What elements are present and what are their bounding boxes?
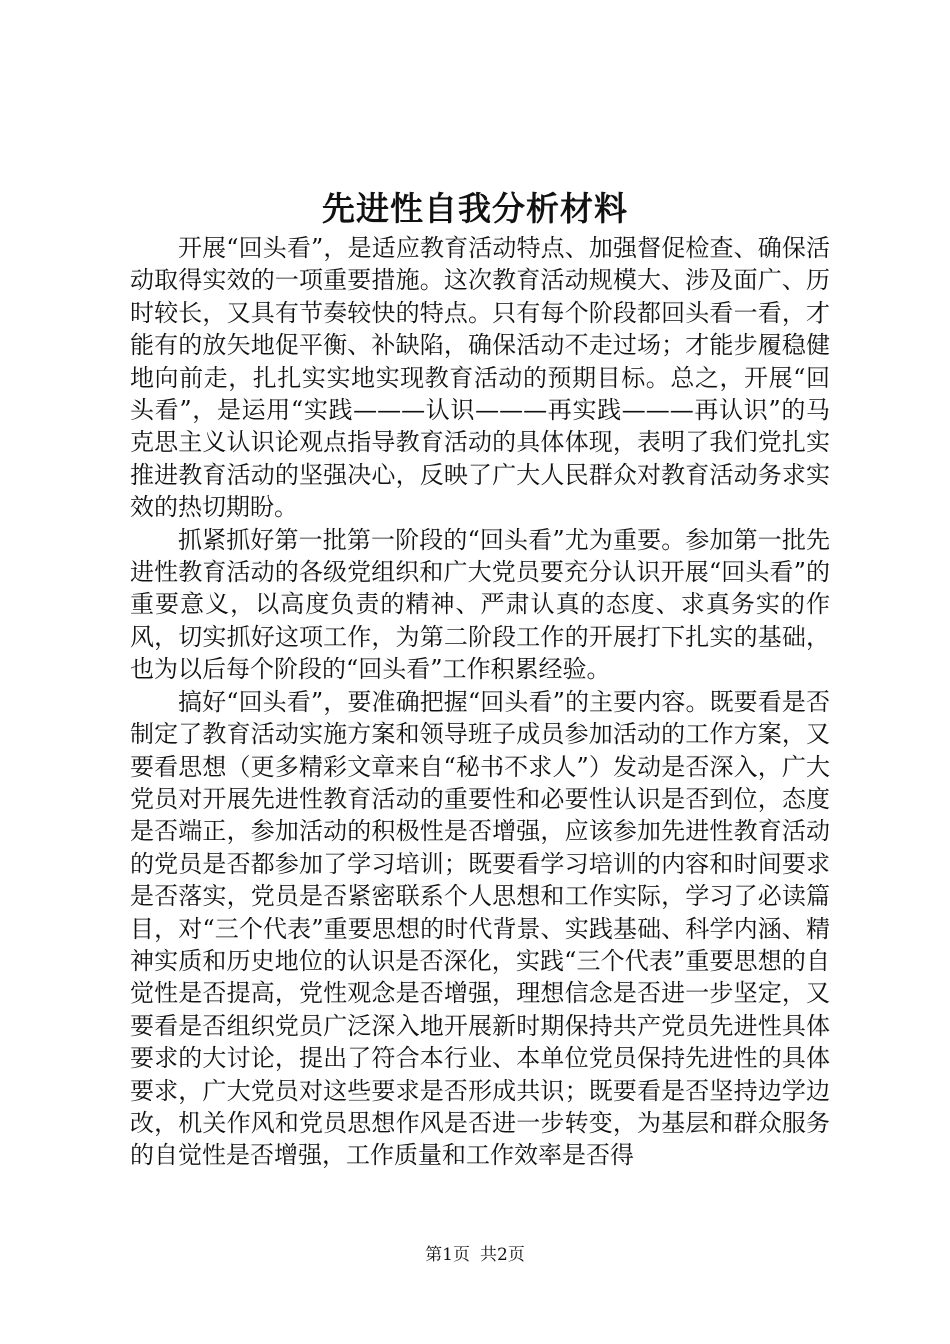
- paragraph-2: 抓紧抓好第一批第一阶段的“回头看”尤为重要。参加第一批先进性教育活动的各级党组织和广大党员要充分认识开展“回头看”的重要意义，以高度负责的精神、严肃认真的态度、求真务实的作风，切实抓好这项工作，为第二阶段工作的开展打下扎实的基础，也为以后每个阶段的“回头看”工作积累经验。: [130, 525, 830, 684]
- page-title: 先进性自我分析材料: [322, 189, 628, 228]
- paragraph-3: 搞好“回头看”，要准确把握“回头看”的主要内容。既要看是否制定了教育活动实施方案和领导班子成员参加活动的工作方案，又要看思想（更多精彩文章来自“秘书不求人”）发动是否深入，广大党员对开展先进性教育活动的重要性和必要性认识是否到位，态度是否端正，参加活动的积极性是否增强，应该参加先进性教育活动的党员是否都参加了学习培训；既要看学习培训的内容和时间要求是否落实，党员是否紧密联系个人思想和工作实际，学习了必读篇目，对“三个代表”重要思想的时代背景、实践基础、科学内涵、精神实质和历史地位的认识是否深化，实践“三个代表”重要思想的自觉性是否提高，党性观念是否增强，理想信念是否进一步坚定，又要看是否组织党员广泛深入地开展新时期保持共产党员先进性具体要求的大讨论，提出了符合本行业、本单位党员保持先进性的具体要求，广大党员对这些要求是否形成共识；既要看是否坚持边学边改，机关作风和党员思想作风是否进一步转变，为基层和群众服务的自觉性是否增强，工作质量和工作效率是否得: [130, 687, 830, 1170]
- paragraph-1: 开展“回头看”，是适应教育活动特点、加强督促检查、确保活动取得实效的一项重要措施。这次教育活动规模大、涉及面广、历时较长，又具有节奏较快的特点。只有每个阶段都回头看一看，才能有的放矢地促平衡、补缺陷，确保活动不走过场；才能步履稳健地向前走，扎扎实实地实现教育活动的预期目标。总之，开展“回头看”，是运用“实践———认识———再实践———再认识”的马克思主义认识论观点指导教育活动的具体体现，表明了我们党扎实推进教育活动的坚强决心，反映了广大人民群众对教育活动务求实效的热切期盼。: [130, 234, 830, 522]
- page-number: 第1页: [425, 1245, 470, 1265]
- page-footer: [0, 1244, 950, 1266]
- document-body: [130, 232, 830, 1172]
- page-total: 共2页: [480, 1245, 525, 1265]
